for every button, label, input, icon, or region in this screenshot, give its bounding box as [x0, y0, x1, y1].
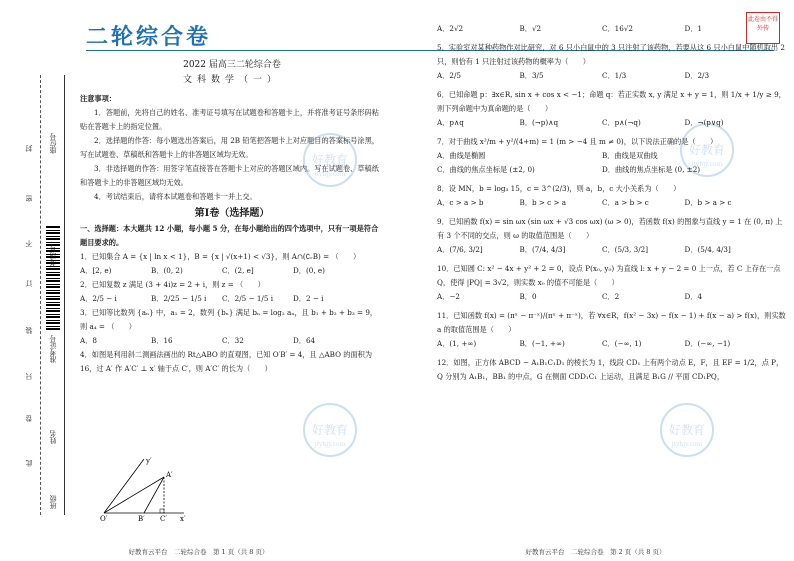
- question-11: 11．已知函数 f(x) = (πˣ − π⁻ˣ)/(πˣ + π⁻ˣ)，若 ∀x∈R，f(x² − 3x) − f(x − 1) + f(x − a) > f(x)，则实数 a 的取值范围是（ ）: [437, 311, 786, 334]
- exam-subtitle: 文科数学（一）: [182, 75, 281, 85]
- option: B．(0, 2): [151, 266, 183, 275]
- gutter-label: 订: [25, 280, 33, 287]
- option: A．2/5: [437, 71, 461, 80]
- notice-item: 1．答题前，先将自己的姓名、准考证号填写在试题卷和答题卡上，并将准考证号条形码粘贴在答题卡上的指定位置。: [80, 108, 379, 131]
- page-2: [397, 0, 794, 561]
- gutter-label: 封: [25, 145, 33, 152]
- option: C．曲线的焦点坐标是 (±2, 0): [437, 165, 535, 174]
- question-10-options: [437, 290, 787, 304]
- option: A．p∧q: [437, 118, 464, 127]
- question-5: 5．实验室对某种药物作对比研究，对 6 只小白鼠中的 3 只注射了该药物，若要从这 6 只小白鼠中随机取出 2 只，则恰有 1 只注射过该药物的概率为（ ）: [437, 43, 785, 66]
- option: C．2: [602, 292, 620, 301]
- gutter-label: 不: [25, 240, 33, 247]
- watermark-sub: jtyhjy.com: [691, 161, 723, 168]
- watermark-logo: [300, 400, 360, 460]
- option: D．4: [684, 292, 703, 301]
- option: B．16: [151, 336, 173, 345]
- question-10: 10．已知圆 C: x² − 4x + y² + 2 = 0，设点 P(x₀, y₀) 为直线 l: x + y − 2 = 0 上一点，若 C 上存在一点 Q，使得 |PQ| = 3√2，则实数 x₀ 的值不可能是（ ）: [437, 264, 781, 287]
- gutter-label: 班级: [49, 495, 57, 509]
- y-axis: [104, 459, 144, 513]
- option: A．(7/6, 3/2]: [437, 245, 483, 254]
- option: D．(0, e): [293, 266, 325, 275]
- watermark-text: 好教育: [311, 153, 349, 167]
- watermark-logo: [677, 120, 737, 180]
- question-2-options: [80, 292, 384, 306]
- question-1-options: [80, 264, 384, 278]
- barcode: [46, 225, 60, 330]
- question-3-options: [80, 334, 384, 348]
- gutter-label: 准考证号: [49, 335, 57, 363]
- option: B．(¬p)∧q: [519, 118, 559, 127]
- label-x: x′: [180, 515, 186, 523]
- question-5-options: [437, 69, 787, 83]
- option: B．b > c > a: [519, 198, 567, 207]
- option: C．16√2: [602, 24, 633, 33]
- question-4-options: [437, 22, 787, 36]
- label-c: C′: [160, 515, 167, 523]
- question-1: 1．已知集合 A = {x | ln x < 1}，B = {x | √(x+1) < √3}，则 A∩(∁ᵣB) = （ ）: [80, 252, 361, 261]
- notice-item: 2．选择题的作答：每小题选出答案后，用 2B 铅笔把答题卡上对应题目的答案标号涂黑，写在试题卷、草稿纸和答题卡上的非答题区域均无效。: [80, 136, 379, 159]
- question-3: 3．已知等比数列 {aₙ} 中，a₁ = 2，数列 {bₙ} 满足 bₙ = log₂ aₙ，且 b₁ + b₂ + b₃ = 9，则 a₄ = （ ）: [80, 308, 378, 331]
- watermark-text: 好教育: [668, 423, 706, 437]
- option: B．(−1, +∞): [519, 339, 565, 348]
- option: A．−2: [437, 292, 460, 301]
- question-9: 9．已知函数 f(x) = sin ωx (sin ωx + √3 cos ωx) (ω > 0)，若函数 f(x) 的图象与直线 y = 1 在 (0, π) 上有 3 个不同的交点，则 ω 的取值范围是（ ）: [437, 217, 783, 240]
- brand-title: 二轮综合卷: [86, 25, 212, 50]
- question-12: 12．如图，正方体 ABCD − A₁B₁C₁D₁ 的棱长为 1，线段 CD₁ 上有两个动点 E，F，且 EF = 1/2，点 P，Q 分别为 A₁B₁，BB₁ 的中点，G 在侧面 CDD₁C₁ 上运动，且满足 B₁G // 平面 CD₁PQ，: [437, 358, 784, 381]
- watermark-text: 好教育: [688, 143, 726, 157]
- option: C．p∧(¬q): [602, 118, 641, 127]
- notice-item: 3．非选择题的作答：用签字笔直接答在答题卡上对应的答题区域内。写在试题卷、草稿纸和答题卡上的非答题区域均无效。: [80, 164, 379, 187]
- gutter-label: 卷: [25, 415, 33, 422]
- option: B．2/25 − 1/5 i: [151, 294, 207, 303]
- option: B．3/5: [519, 71, 544, 80]
- option: B．√2: [519, 24, 542, 33]
- gutter-label: 姓名: [49, 430, 57, 444]
- watermark-text: 好教育: [311, 423, 349, 437]
- option: B．0: [519, 292, 537, 301]
- watermark-sub: jtyhjy.com: [314, 171, 346, 178]
- page-1-content: [80, 58, 384, 376]
- option: B．曲线是双曲线: [602, 151, 658, 160]
- option: A．2/5 − i: [80, 294, 117, 303]
- watermark-logo: [300, 130, 360, 190]
- question-9-options: [437, 243, 787, 257]
- option: D．曲线的焦点坐标是 (0, ±2): [602, 165, 701, 174]
- option: A．c > a > b: [437, 198, 484, 207]
- page-footer: 好教育云平台 二轮综合卷 第 1 页（共 8 页）: [128, 548, 269, 556]
- label-o: O′: [100, 515, 108, 523]
- option: C．(−∞, 1): [602, 339, 642, 348]
- watermark-logo: [657, 400, 717, 460]
- oblique-projection-figure: [100, 455, 190, 523]
- option: A．[2, e): [80, 266, 112, 275]
- notice-heading: 注意事项：: [80, 94, 116, 103]
- gutter-line: [64, 75, 65, 515]
- option: D．¬(p∨q): [684, 118, 724, 127]
- page-2-content: [437, 22, 787, 384]
- option: C．(2, e]: [222, 266, 254, 275]
- option: B．(7/4, 4/3]: [519, 245, 566, 254]
- label-a: A′: [166, 471, 173, 479]
- option: A．8: [80, 336, 97, 345]
- label-y: y′: [146, 457, 152, 465]
- watermark-sub: jtyhjy.com: [314, 441, 346, 448]
- exam-title: 2022 届高三二轮综合卷: [183, 60, 281, 70]
- question-11-options: [437, 337, 787, 351]
- gutter-label: 此: [25, 460, 33, 467]
- binding-gutter: [0, 95, 80, 545]
- page-footer: 好教育云平台 二轮综合卷 第 2 页（共 8 页）: [525, 548, 666, 556]
- question-7: 7．对于曲线 x²/m + y²/(4+m) = 1 (m > −4 且 m ≠ 0)，以下说法正确的是（ ）: [437, 137, 718, 146]
- option: D．64: [293, 336, 316, 345]
- question-4: 4．如图是利用斜二测画法画出的 Rt△ABO 的直观图，已知 O′B′ = 4，且 △ABO 的面积为 16，过 A′ 作 A′C′ ⊥ x′ 轴于点 C′，则 A′C′ 的长为（ ）: [80, 350, 373, 373]
- option: A．2√2: [437, 24, 464, 33]
- option: D．1: [684, 24, 703, 33]
- gutter-dash-line: [40, 75, 41, 515]
- option: C．1/3: [602, 71, 627, 80]
- option: D．2/3: [684, 71, 710, 80]
- question-8-options: [437, 196, 787, 210]
- segment-oa: [104, 477, 164, 513]
- question-8: 8．设 MN，b = log₃ 15，c = 3^(2/3)，则 a，b，c 大小关系为（ ）: [437, 184, 681, 193]
- question-2: 2．已知复数 z 满足 (3 + 4i)z = 2 + i，则 z = （ ）: [80, 280, 265, 289]
- option: C．32: [222, 336, 244, 345]
- gutter-label: 座位号: [49, 133, 57, 154]
- right-angle-mark: [160, 509, 164, 513]
- option: A．(1, +∞): [437, 339, 477, 348]
- confidential-stamp: 此卷由不得外传: [746, 12, 780, 44]
- section-intro: 一、选择题：本大题共 12 小题，每小题 5 分，在每小题给出的四个选项中，只有一项是符合题目要求的。: [80, 224, 379, 247]
- option: C．a > b > c: [602, 198, 649, 207]
- notice-item: 4．考试结束后，请将本试题卷和答题卡一并上交。: [94, 192, 257, 201]
- option: D．2 − i: [293, 294, 324, 303]
- gutter-label: 考场号: [49, 245, 57, 266]
- gutter-label: 密: [25, 195, 33, 202]
- option: D．b > a > c: [684, 198, 732, 207]
- option: D．(5/4, 4/3]: [684, 245, 731, 254]
- option: C．2/5 − 1/5 i: [222, 294, 273, 303]
- gutter-label: 只: [25, 373, 33, 380]
- gutter-label: 装: [25, 327, 33, 334]
- label-b: B′: [138, 515, 145, 523]
- option: D．(−∞, −1): [684, 339, 731, 348]
- option: A．曲线是椭圆: [437, 151, 486, 160]
- section-title: 第Ⅰ卷（选择题）: [194, 208, 270, 219]
- segment-ba: [144, 477, 164, 513]
- watermark-sub: jtyhjy.com: [671, 441, 703, 448]
- option: C．(5/3, 3/2]: [602, 245, 648, 254]
- question-6: 6．已知命题 p：∃x∈R, sin x + cos x < −1；命题 q：若正实数 x, y 满足 x + y = 1，则 1/x + 1/y ≥ 9，则下列命题中为真命题的是（ ）: [437, 90, 786, 113]
